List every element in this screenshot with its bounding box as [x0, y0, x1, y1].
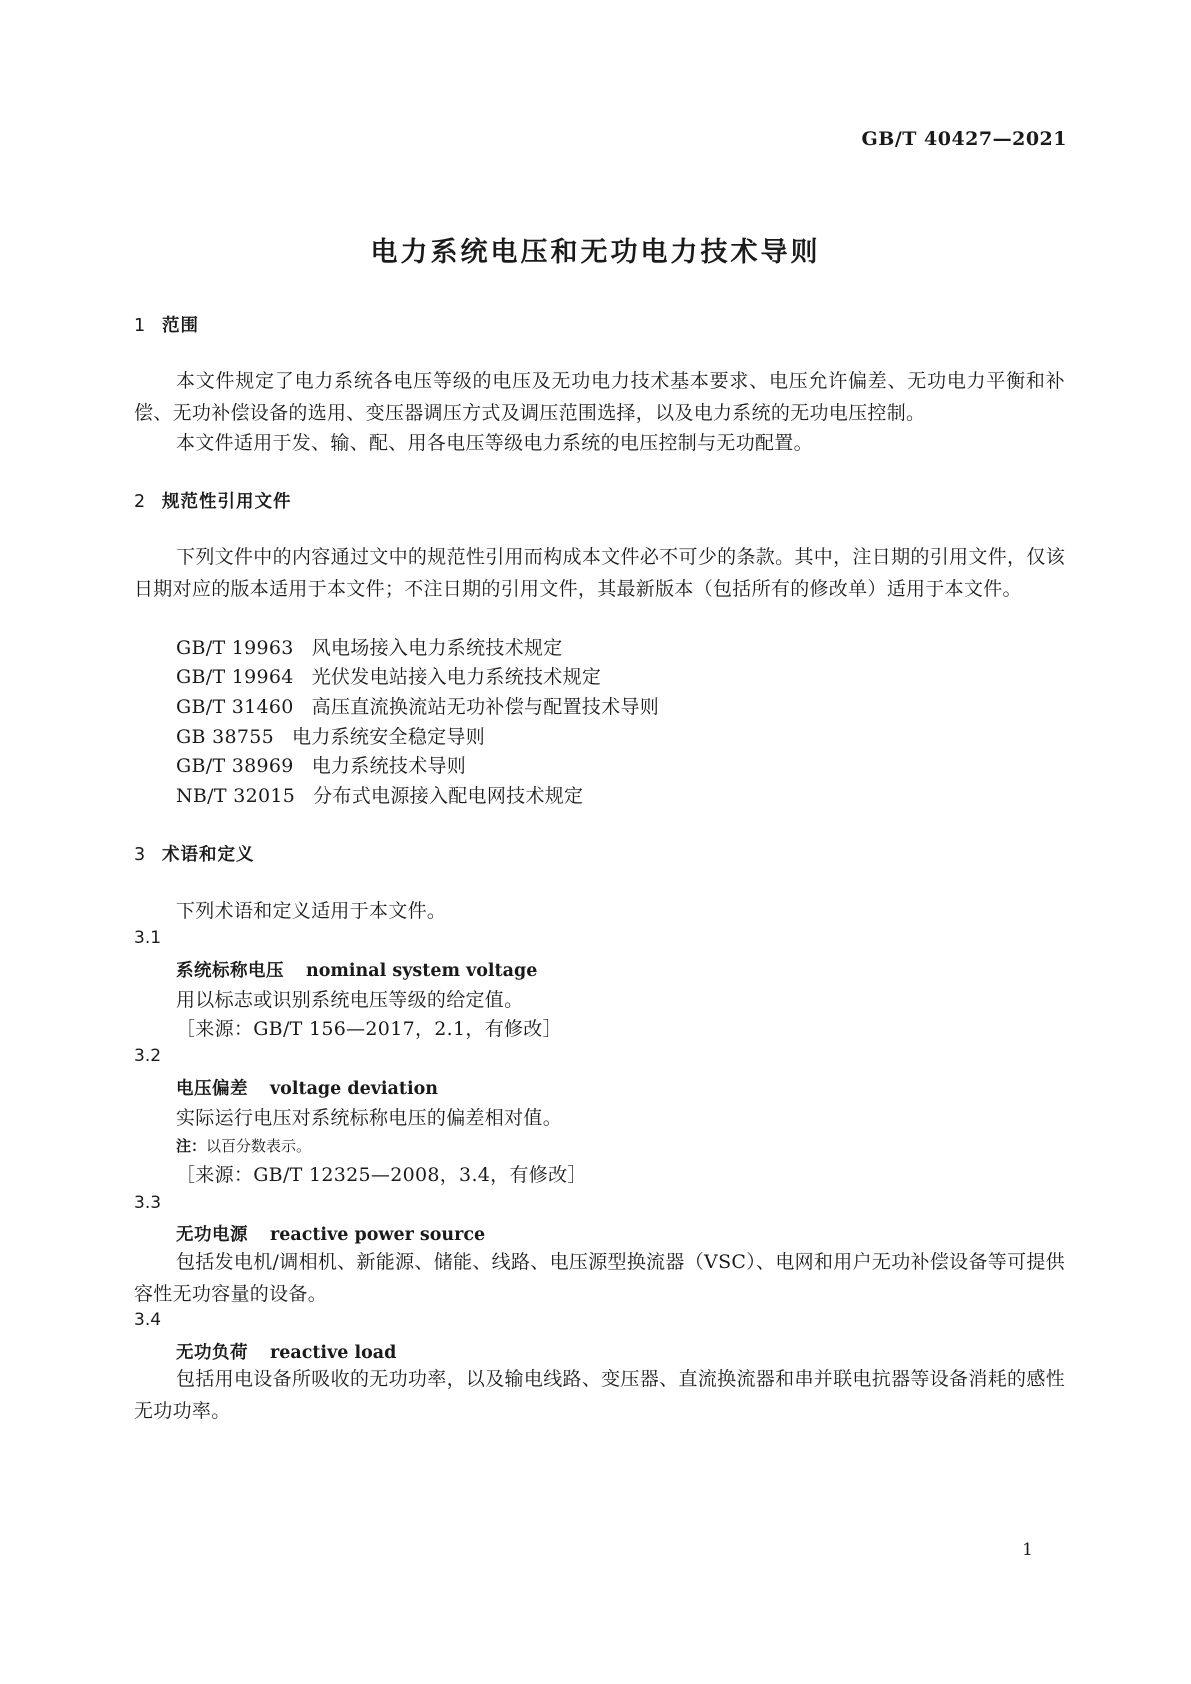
term-en: reactive power source — [270, 1225, 486, 1245]
section-title: 术语和定义 — [162, 845, 255, 865]
term-en: nominal system voltage — [306, 961, 538, 981]
term-heading — [176, 957, 537, 982]
section-heading-terms — [134, 841, 255, 866]
term-zh: 无功电源 — [176, 1225, 248, 1245]
reference-title: 风电场接入电力系统技术规定 — [311, 637, 563, 659]
term-number: 3.3 — [134, 1193, 162, 1213]
reference-item — [176, 692, 659, 719]
term-definition: 用以标志或识别系统电压等级的给定值。 — [176, 989, 524, 1011]
reference-item — [176, 633, 563, 660]
scope-paragraph-1: 本文件规定了电力系统各电压等级的电压及无功电力技术基本要求、电压允许偏差、无功电力平衡和补偿、无功补偿设备的选用、变压器调压方式及调压范围选择，以及电力系统的无功电压控制。 — [134, 370, 1065, 424]
note-text: 以百分数表示。 — [206, 1137, 312, 1155]
reference-title: 光伏发电站接入电力系统技术规定 — [311, 666, 602, 688]
section-title: 规范性引用文件 — [162, 492, 292, 512]
term-zh: 系统标称电压 — [176, 961, 284, 981]
reference-item — [176, 722, 485, 749]
reference-title: 电力系统安全稳定导则 — [292, 726, 486, 748]
note-label: 注： — [176, 1137, 207, 1155]
term-zh: 无功负荷 — [176, 1343, 248, 1363]
page-number: 1 — [1022, 1540, 1033, 1560]
reference-item — [176, 751, 466, 778]
term-number: 3.4 — [134, 1310, 162, 1330]
reference-code: GB 38755 — [176, 726, 275, 748]
document-title: 电力系统电压和无功电力技术导则 — [370, 237, 821, 268]
reference-title: 分布式电源接入配电网技术规定 — [313, 785, 584, 807]
term-number: 3.2 — [134, 1046, 162, 1066]
references-intro: 下列文件中的内容通过文中的规范性引用而构成本文件必不可少的条款。其中，注日期的引用文件，仅该日期对应的版本适用于本文件；不注日期的引用文件，其最新版本（包括所有的修改单）适用于本文件。 — [134, 546, 1065, 600]
scope-paragraph-2: 本文件适用于发、输、配、用各电压等级电力系统的电压控制与无功配置。 — [176, 432, 813, 454]
reference-item — [176, 662, 601, 689]
reference-item — [176, 781, 583, 808]
term-definition: 包括发电机/调相机、新能源、储能、线路、电压源型换流器（VSC）、电网和用户无功补偿设备等可提供容性无功容量的设备。 — [134, 1251, 1065, 1305]
term-note — [176, 1135, 311, 1156]
section-heading-references — [134, 488, 292, 513]
section-heading-scope — [134, 312, 199, 337]
term-source: ［来源：GB/T 156—2017，2.1，有修改］ — [176, 1018, 562, 1040]
term-number: 3.1 — [134, 928, 162, 948]
section-number: 3 — [134, 845, 147, 865]
reference-code: NB/T 32015 — [176, 785, 296, 807]
section-number: 2 — [134, 492, 147, 512]
reference-title: 电力系统技术导则 — [311, 755, 467, 777]
term-definition: 实际运行电压对系统标称电压的偏差相对值。 — [176, 1107, 563, 1129]
term-zh: 电压偏差 — [176, 1079, 248, 1099]
terms-intro: 下列术语和定义适用于本文件。 — [176, 900, 447, 922]
reference-code: GB/T 31460 — [176, 696, 294, 718]
standard-number: GB/T 40427—2021 — [861, 128, 1067, 150]
reference-code: GB/T 38969 — [176, 755, 294, 777]
term-heading — [176, 1339, 396, 1364]
section-title: 范围 — [162, 316, 199, 336]
term-source: ［来源：GB/T 12325—2008，3.4，有修改］ — [176, 1164, 587, 1186]
term-heading — [176, 1075, 438, 1100]
term-en: voltage deviation — [270, 1079, 439, 1099]
section-number: 1 — [134, 316, 147, 336]
reference-code: GB/T 19963 — [176, 637, 294, 659]
term-definition: 包括用电设备所吸收的无功功率，以及输电线路、变压器、直流换流器和串并联电抗器等设备消耗的感性无功功率。 — [134, 1368, 1065, 1422]
term-en: reactive load — [270, 1343, 397, 1363]
term-heading — [176, 1221, 485, 1246]
reference-code: GB/T 19964 — [176, 666, 294, 688]
reference-title: 高压直流换流站无功补偿与配置技术导则 — [311, 696, 660, 718]
